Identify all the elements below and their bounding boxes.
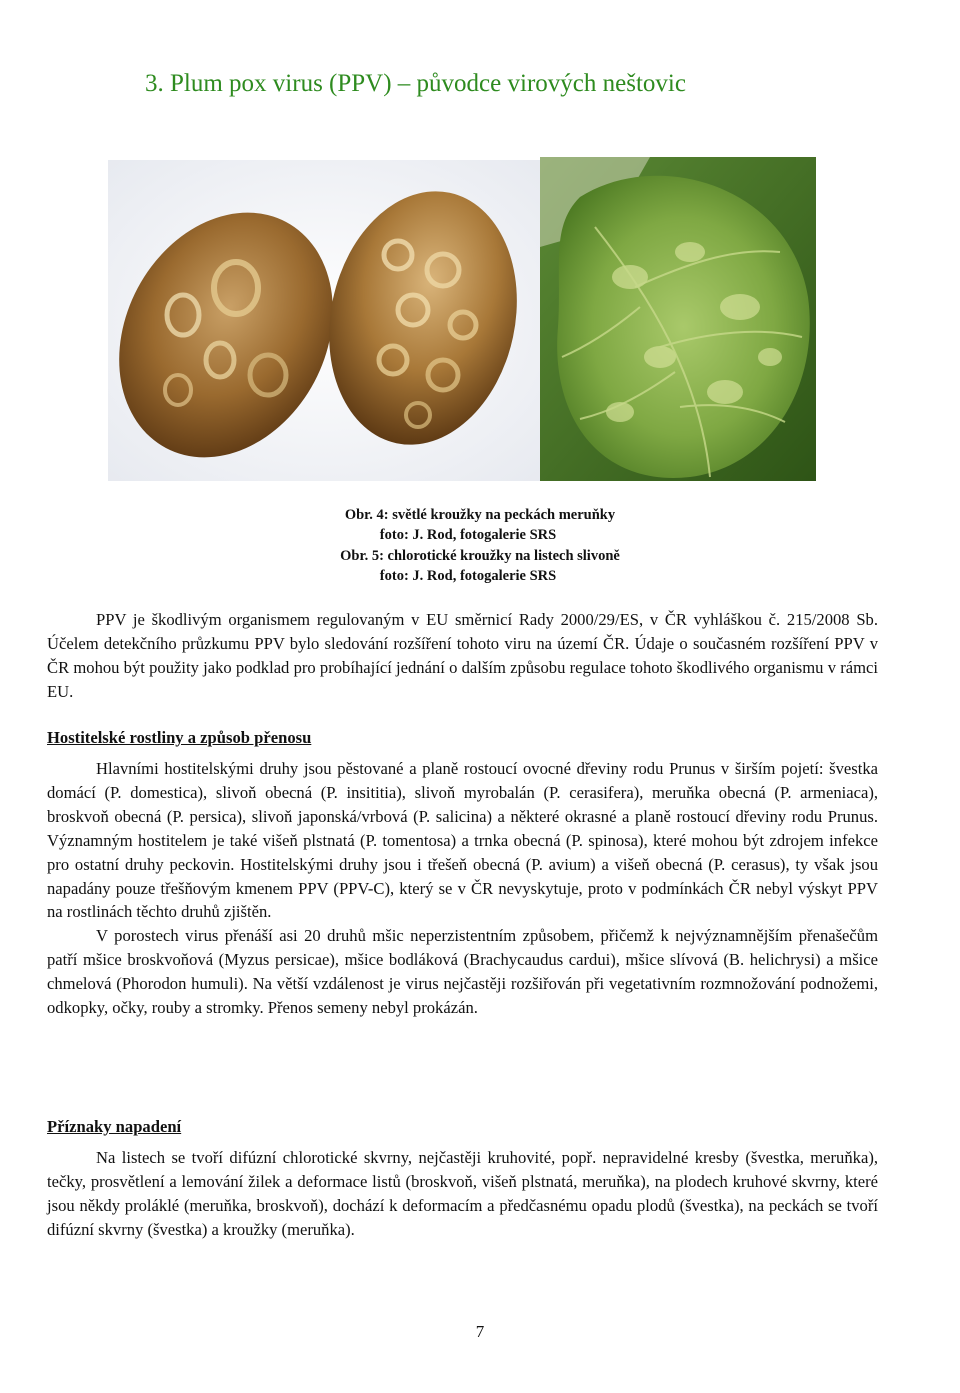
apricot-stones-photo [108,160,540,481]
page-number: 7 [475,1322,485,1341]
hosts-text [47,757,878,1020]
hosts-paragraph: V porostech virus přenáší asi 20 druhů mšic neperzistentním způsobem, přičemž k nejvýznamnějším přenašečům patří mšice broskvoňová (Myzus persicae), mšice bodláková (Brachycaudus cardui), mšice slívová (B. helichrysi) a mšice chmelová (Phorodon humuli). Na větší vzdálenost je virus nejčastěji rozšiřován při vegetativním rozmnožování podnožemi, odkopky, očky, rouby a stromky. Přenos semeny nebyl prokázán. [47,926,878,1018]
symptoms-heading: Příznaky napadení [47,1117,182,1136]
symptoms-paragraph: Na listech se tvoří difúzní chlorotické skvrny, nejčastěji kruhovité, popř. nepravidelné kresby (švestka, meruňka), tečky, prosvětlení a lemování žilek a deformace listů (broskvoň, višeň plstnatá, meruňka), na plodech kruhové skvrny, které jsou někdy proláklé (meruňka, broskvoň), dochází k deformacím a předčasnému opadu plodů (švestka), na peckách se tvoří difúzní skvrny (švestka) a kroužky (meruňka). [47,1148,878,1239]
caption-figure-5: Obr. 5: chlorotické kroužky na listech slivoně [340,547,620,564]
hosts-heading: Hostitelské rostliny a způsob přenosu [47,728,312,747]
hosts-paragraph: Hlavními hostitelskými druhy jsou pěstované a planě rostoucí ovocné dřeviny rodu Prunus v širším pojetí: švestka domácí (P. domestica), slivoň obecná (P. insititia), slivoň myrobalán (P. cerasifera), meruňka obecná (P. armeniaca), broskvoň obecná (P. persica), slivoň japonská/vrbová (P. salicina) a některé okrasné a planě rostoucí dřeviny rodu Prunus. Významným hostitelem je také višeň plstnatá (P. tomentosa) a trnka obecná (P. spinosa), které mohou být zdrojem infekce pro ostatní druhy peckovin. Hostitelskými druhy jsou i třešeň obecná (P. avium) a višeň obecná (P. cerasus), ty však jsou napadány pouze třešňovým kmenem PPV (PPV-C), který se v ČR nevyskytuje, proto v podmínkách ČR nebyl výskyt PPV na rostlinách těchto druhů zjištěn. [47,759,878,922]
caption-credit: foto: J. Rod, fotogalerie SRS [379,568,557,585]
intro-paragraph: PPV je škodlivým organismem regulovaným v EU směrnicí Rady 2000/29/ES, v ČR vyhláškou č. 215/2008 Sb. Účelem detekčního průzkumu PPV bylo sledování rozšíření tohoto viru na území ČR. Údaje o současném rozšíření PPV v ČR mohou být použity jako podklad pro probíhající jednání o dalším způsobu regulace tohoto škodlivého organismu v rámci EU. [47,610,878,701]
caption-credit: foto: J. Rod, fotogalerie SRS [379,527,557,544]
plum-leaf-photo [540,157,816,481]
figure-captions [0,505,960,587]
caption-figure-4: Obr. 4: světlé kroužky na peckách meruňky [344,507,616,523]
symptoms-text [47,1146,878,1242]
page-heading: 3. Plum pox virus (PPV) – původce virových neštovic [145,70,686,97]
intro-text [47,608,878,704]
